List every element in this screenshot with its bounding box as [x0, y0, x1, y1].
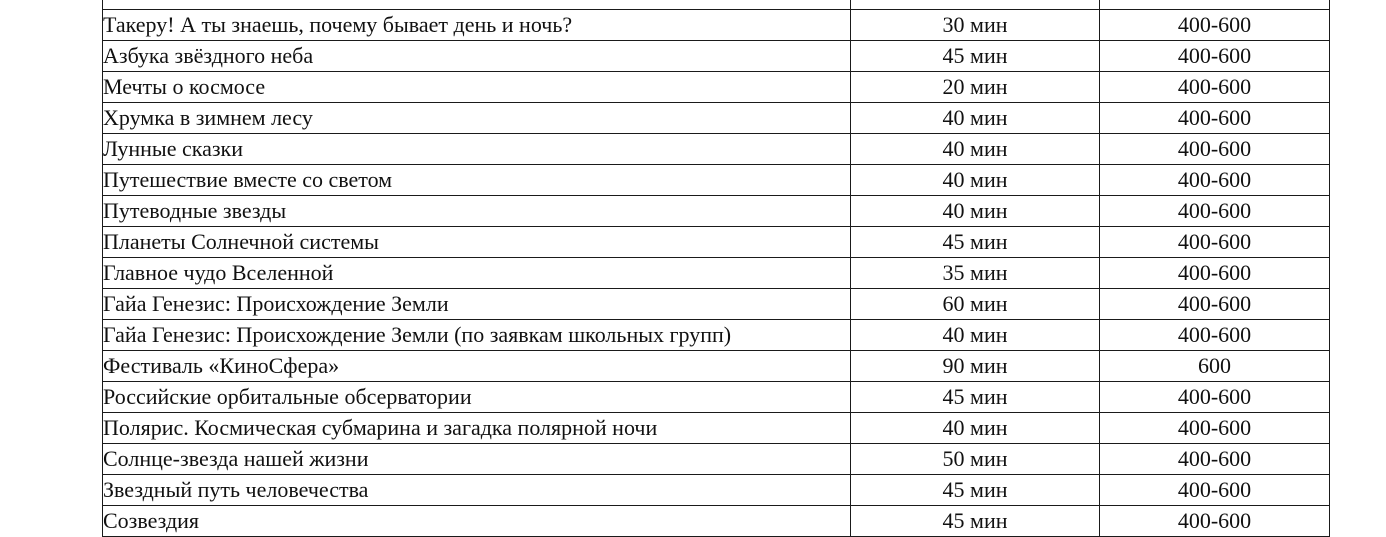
duration-cell: 45 мин	[851, 227, 1100, 258]
duration-cell: 45 мин	[851, 382, 1100, 413]
price-cell: 400-600	[1100, 196, 1330, 227]
program-title-cell: Фестиваль «КиноСфера»	[103, 351, 851, 382]
program-title-cell: Такеру! А ты знаешь, почему бывает день и ночь?	[103, 10, 851, 41]
program-title-cell: Звездный путь человечества	[103, 475, 851, 506]
program-title-cell: Путешествие вместе со светом	[103, 165, 851, 196]
price-cell: 400-600	[1100, 289, 1330, 320]
table-row	[103, 444, 1330, 475]
duration-cell: 40 мин	[851, 196, 1100, 227]
price-cell: 400-600	[1100, 41, 1330, 72]
price-cell: 400-600	[1100, 103, 1330, 134]
program-title-cell	[103, 0, 851, 10]
table-row	[103, 258, 1330, 289]
duration-cell	[851, 0, 1100, 10]
duration-cell: 40 мин	[851, 413, 1100, 444]
price-cell: 400-600	[1100, 413, 1330, 444]
table-row	[103, 165, 1330, 196]
table-row	[103, 413, 1330, 444]
price-cell: 400-600	[1100, 258, 1330, 289]
price-cell: 400-600	[1100, 10, 1330, 41]
price-cell: 400-600	[1100, 134, 1330, 165]
program-title-cell: Путеводные звезды	[103, 196, 851, 227]
price-cell: 400-600	[1100, 444, 1330, 475]
duration-cell: 20 мин	[851, 72, 1100, 103]
price-cell: 400-600	[1100, 382, 1330, 413]
duration-cell: 40 мин	[851, 134, 1100, 165]
price-cell	[1100, 0, 1330, 10]
duration-cell: 45 мин	[851, 41, 1100, 72]
price-cell: 400-600	[1100, 475, 1330, 506]
duration-cell: 45 мин	[851, 506, 1100, 537]
table-row	[103, 0, 1330, 10]
price-cell: 400-600	[1100, 72, 1330, 103]
table-row	[103, 10, 1330, 41]
duration-cell: 45 мин	[851, 475, 1100, 506]
table-row	[103, 382, 1330, 413]
table-row	[103, 289, 1330, 320]
duration-cell: 40 мин	[851, 320, 1100, 351]
program-title-cell: Главное чудо Вселенной	[103, 258, 851, 289]
program-title-cell: Гайа Генезис: Происхождение Земли (по заявкам школьных групп)	[103, 320, 851, 351]
table-row	[103, 134, 1330, 165]
program-title-cell: Созвездия	[103, 506, 851, 537]
price-cell: 400-600	[1100, 227, 1330, 258]
duration-cell: 40 мин	[851, 103, 1100, 134]
program-title-cell: Азбука звёздного неба	[103, 41, 851, 72]
program-title-cell: Мечты о космосе	[103, 72, 851, 103]
program-title-cell: Полярис. Космическая субмарина и загадка полярной ночи	[103, 413, 851, 444]
duration-cell: 90 мин	[851, 351, 1100, 382]
duration-cell: 50 мин	[851, 444, 1100, 475]
program-title-cell: Российские орбитальные обсерватории	[103, 382, 851, 413]
program-schedule-table	[102, 0, 1330, 537]
duration-cell: 60 мин	[851, 289, 1100, 320]
duration-cell: 35 мин	[851, 258, 1100, 289]
price-cell: 400-600	[1100, 506, 1330, 537]
program-title-cell: Гайа Генезис: Происхождение Земли	[103, 289, 851, 320]
program-title-cell: Солнце-звезда нашей жизни	[103, 444, 851, 475]
table-row	[103, 103, 1330, 134]
price-cell: 400-600	[1100, 320, 1330, 351]
table-row	[103, 320, 1330, 351]
duration-cell: 40 мин	[851, 165, 1100, 196]
table-row	[103, 196, 1330, 227]
table-row	[103, 475, 1330, 506]
program-title-cell: Хрумка в зимнем лесу	[103, 103, 851, 134]
program-title-cell: Планеты Солнечной системы	[103, 227, 851, 258]
duration-cell: 30 мин	[851, 10, 1100, 41]
table-row	[103, 41, 1330, 72]
table-body	[103, 0, 1330, 537]
program-title-cell: Лунные сказки	[103, 134, 851, 165]
table-row	[103, 72, 1330, 103]
table-row	[103, 351, 1330, 382]
table-row	[103, 227, 1330, 258]
price-cell: 600	[1100, 351, 1330, 382]
price-cell: 400-600	[1100, 165, 1330, 196]
